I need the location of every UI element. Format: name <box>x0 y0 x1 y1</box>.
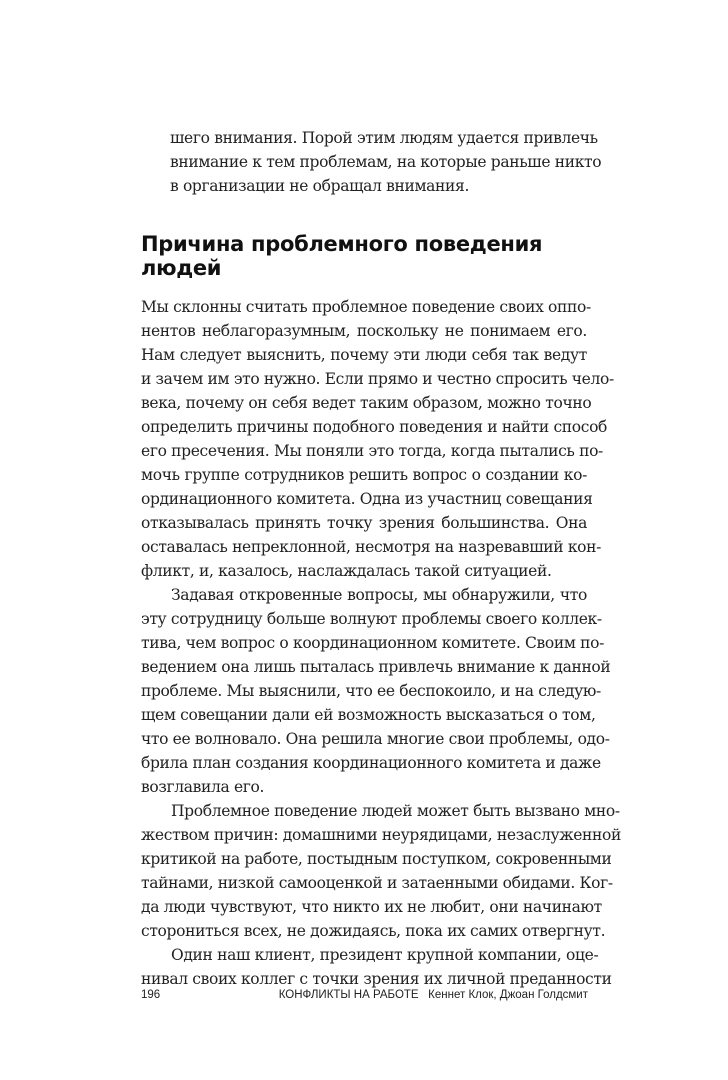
text-line: нивал своих коллег с точки зрения их личной преданности <box>141 970 612 988</box>
text-line: ординационного комитета. Одна из участниц совещания <box>141 490 593 508</box>
text-line: и зачем им это нужно. Если прямо и честно спросить чело- <box>141 370 614 388</box>
top-paragraph <box>170 126 602 198</box>
text-line: тайнами, низкой самооценкой и затаенными обидами. Ког- <box>141 874 613 892</box>
text-line: ведением она лишь пыталась привлечь внимание к данной <box>141 658 611 676</box>
text-line: фликт, и, казалось, наслаждалась такой ситуацией. <box>141 562 552 580</box>
text-line: отказывалась принять точку зрения большинства. Она <box>141 514 587 532</box>
heading-line: Причина проблемного поведения <box>141 232 543 256</box>
body-text <box>141 295 621 991</box>
text-line: нентов неблагоразумным, поскольку не понимаем его. <box>141 322 587 340</box>
text-line: мочь группе сотрудников решить вопрос о создании ко- <box>141 466 587 484</box>
text-line: возглавила его. <box>141 778 265 796</box>
text-line: Нам следует выяснить, почему эти люди себя так ведут <box>141 346 587 364</box>
text-line: щем совещании дали ей возможность высказаться о том, <box>141 706 596 724</box>
text-line: эту сотрудницу больше волнуют проблемы своего коллек- <box>141 610 602 628</box>
text-line: что ее волновало. Она решила многие свои проблемы, одо- <box>141 730 610 748</box>
text-line: Один наш клиент, президент крупной компании, оце- <box>171 946 599 964</box>
text-line: сторониться всех, не дожидаясь, пока их самих отвергнут. <box>141 922 606 940</box>
text-line: Проблемное поведение людей может быть вызвано мно- <box>171 802 620 820</box>
text-line: его пресечения. Мы поняли это тогда, когда пытались по- <box>141 442 603 460</box>
section-heading <box>141 232 542 280</box>
text-line: да люди чувствуют, что никто их не любит, они начинают <box>141 898 602 916</box>
text-line: оставалась непреклонной, несмотря на назревавший кон- <box>141 538 602 556</box>
text-line: внимание к тем проблемам, на которые раньше никто <box>170 153 602 171</box>
text-line: брила план создания координационного комитета и даже <box>141 754 601 772</box>
text-line: Мы склонны считать проблемное поведение своих оппо- <box>141 298 591 316</box>
text-line: жеством причин: домашними неурядицами, незаслуженной <box>141 826 621 844</box>
text-line: Задавая откровенные вопросы, мы обнаружили, что <box>171 586 587 604</box>
text-line: критикой на работе, постыдным поступком, сокровенными <box>141 850 612 868</box>
text-line: тива, чем вопрос о координационном комитете. Своим по- <box>141 634 604 652</box>
text-line: века, почему он себя ведет таким образом, можно точно <box>141 394 592 412</box>
page-number: 196 <box>141 989 161 1001</box>
text-line: в организации не обращал внимания. <box>170 177 470 195</box>
text-line: шего внимания. Порой этим людям удается привлечь <box>170 129 598 147</box>
running-title: КОНФЛИКТЫ НА РАБОТЕ Кеннет Клок, Джоан Голдсмит <box>278 989 588 1001</box>
text-line: определить причины подобного поведения и найти способ <box>141 418 608 436</box>
heading-line: людей <box>141 256 222 280</box>
text-line: проблеме. Мы выяснили, что ее беспокоило, и на следую- <box>141 682 601 700</box>
